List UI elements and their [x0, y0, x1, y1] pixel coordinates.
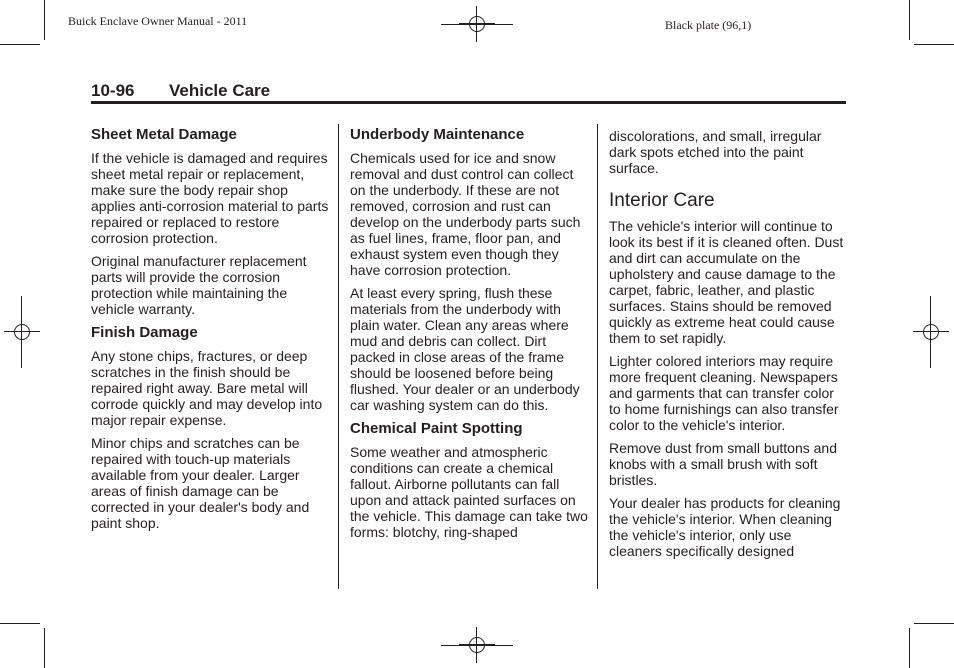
paragraph: Chemicals used for ice and snow removal and dust control can collect on the underbody. If these are not removed, corrosion and rust can develop on the underbody parts such as fuel lines, frame, floor pan, and exhaust system even though they have corrosion protection. [350, 150, 581, 278]
crop-mark [44, 628, 45, 668]
subheading-underbody-maintenance: Underbody Maintenance [350, 126, 525, 143]
crop-mark [914, 44, 954, 45]
paragraph: Some weather and atmospheric conditions can create a chemical fallout. Airborne pollutants can fall upon and attack painted surfaces on the vehicle. This damage can take two forms: blotchy, ring-shaped [350, 444, 588, 540]
heading-interior-care: Interior Care [609, 190, 715, 211]
registration-line [441, 645, 513, 646]
subheading-sheet-metal-damage: Sheet Metal Damage [91, 126, 237, 143]
section-title: Vehicle Care [169, 81, 271, 100]
crop-mark [909, 0, 910, 40]
paragraph: Remove dust from small buttons and knobs with a small brush with soft bristles. [609, 440, 837, 488]
paragraph: The vehicle's interior will continue to look its best if it is cleaned often. Dust and dirt can accumulate on the upholstery and cause damage to the carpet, fabric, leather, and plastic surfaces. Stains should be removed quickly as extreme heat could cause them to set rapidly. [609, 218, 844, 346]
registration-mark-left [6, 316, 38, 348]
column-3 [609, 128, 847, 566]
paragraph: Any stone chips, fractures, or deep scratches in the finish should be repaired right away. Bare metal will corrode quickly and may develop into major repair expense. [91, 348, 323, 428]
crop-mark [909, 628, 910, 668]
paragraph: Your dealer has products for cleaning the vehicle's interior. When cleaning the vehicle's interior, only use cleaners specifically designed [609, 495, 841, 559]
subheading-chemical-paint-spotting: Chemical Paint Spotting [350, 420, 523, 437]
column-divider [597, 124, 598, 589]
crop-mark [914, 623, 954, 624]
crop-mark [0, 623, 40, 624]
crop-mark [44, 0, 45, 40]
registration-line [21, 296, 22, 368]
paragraph: Original manufacturer replacement parts will provide the corrosion protection while maintaining the vehicle warranty. [91, 253, 307, 317]
heading-rule [91, 101, 846, 104]
subheading-finish-damage: Finish Damage [91, 324, 198, 341]
column-2 [350, 126, 588, 547]
page-number: 10-96 [91, 81, 135, 100]
plate-label: Black plate (96,1) [665, 18, 752, 32]
column-divider [338, 124, 339, 589]
registration-line [930, 296, 931, 368]
registration-line [441, 24, 513, 25]
paragraph: discolorations, and small, irregular dark spots etched into the paint surface. [609, 128, 822, 176]
paragraph: Lighter colored interiors may require more frequent cleaning. Newspapers and garments that can transfer color to home furnishings can also transfer color to the vehicle's interior. [609, 353, 839, 433]
paragraph: At least every spring, flush these materials from the underbody with plain water. Clean any areas where mud and debris can collect. Dirt packed in close areas of the frame should be loosened before being flushed. Your dealer or an underbody car washing system can do this. [350, 285, 580, 413]
manual-title: Buick Enclave Owner Manual - 2011 [68, 14, 248, 28]
column-1 [91, 126, 331, 538]
paragraph: If the vehicle is damaged and requires sheet metal repair or replacement, make sure the body repair shop applies anti-corrosion material to parts repaired or replaced to restore corrosion protection. [91, 150, 329, 246]
paragraph: Minor chips and scratches can be repaired with touch-up materials available from your dealer. Larger areas of finish damage can be corrected in your dealer's body and paint shop. [91, 435, 310, 531]
registration-mark-right [915, 316, 947, 348]
crop-mark [0, 44, 40, 45]
page-heading [91, 81, 270, 101]
